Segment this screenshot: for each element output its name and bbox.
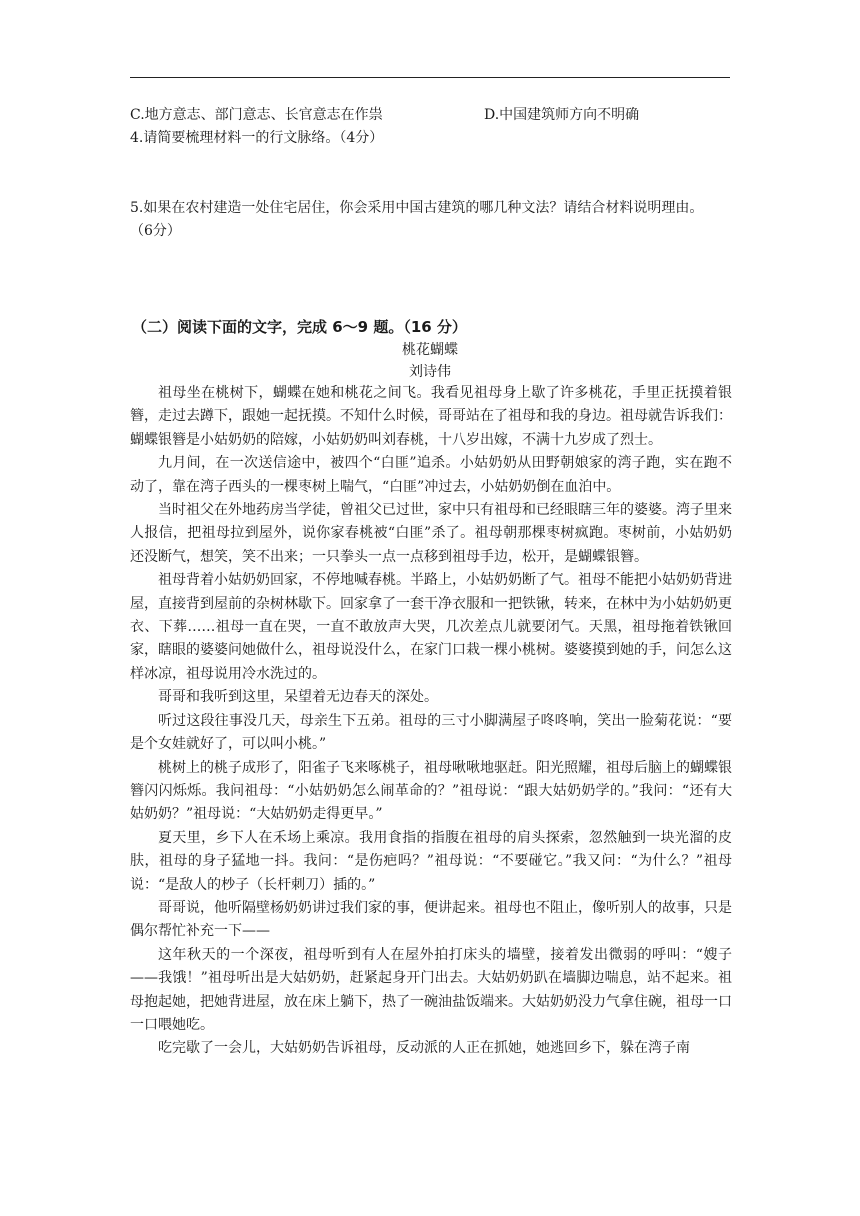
option-c: C.地方意志、部门意志、长官意志在作祟 — [130, 107, 383, 123]
section-heading: （二）阅读下面的文字，完成 6～9 题。（16 分） — [132, 318, 467, 336]
paragraph: 祖母坐在桃树下，蝴蝶在她和桃花之间飞。我看见祖母身上歇了许多桃花，手里正抚摸着银簪，走过去蹲下，跟她一起抚摸。不知什么时候，哥哥站在了祖母和我的身边。祖母就告诉我们：蝴蝶银簪是小姑奶奶的陪嫁，小姑奶奶叫刘春桃，十八岁出嫁，不满十九岁成了烈士。 — [130, 385, 732, 448]
paragraph: 这年秋天的一个深夜，祖母听到有人在屋外拍打床头的墙壁，接着发出微弱的呼叫：“嫂子——我饿！”祖母听出是大姑奶奶，赶紧起身开门出去。大姑奶奶趴在墙脚边喘息，站不起来。祖母抱起她，把她背进屋，放在床上躺下，热了一碗油盐饭端来。大姑奶奶没力气拿住碗，祖母一口一口喂她吃。 — [130, 946, 732, 1033]
story-body — [130, 382, 732, 1061]
paragraph: 桃树上的桃子成形了，阳雀子飞来啄桃子，祖母啾啾地驱赶。阳光照耀，祖母后脑上的蝴蝶银簪闪闪烁烁。我问祖母：“小姑奶奶怎么闹革命的？”祖母说：“跟大姑奶奶学的。”我问：“还有大姑奶奶？”祖母说：“大姑奶奶走得更早。” — [130, 759, 732, 823]
question-4: 4.请简要梳理材料一的行文脉络。（4分） — [130, 130, 384, 146]
paragraph: 听过这段往事没几天，母亲生下五弟。祖母的三寸小脚满屋子咚咚响，笑出一脸菊花说：“要是个女娃就好了，可以叫小桃。” — [130, 712, 732, 753]
paragraph: 当时祖父在外地药房当学徒，曾祖父已过世，家中只有祖母和已经眼瞎三年的婆婆。湾子里来人报信，把祖母拉到屋外，说你家春桃被“白匪”杀了。祖母朝那棵枣树疯跑。枣树前，小姑奶奶还没断气，想笑，笑不出来；一只拳头一点一点移到祖母手边，松开，是蝴蝶银簪。 — [130, 502, 732, 565]
paragraph: 夏天里，乡下人在禾场上乘凉。我用食指的指腹在祖母的肩头探索，忽然触到一块光溜的皮肤，祖母的身子猛地一抖。我问：“是伤疤吗？”祖母说：“不要碰它。”我又问：“为什么？”祖母说：“是敌人的杪子（长杆刺刀）插的。” — [130, 829, 732, 893]
paragraph: 九月间，在一次送信途中，被四个“白匪”追杀。小姑奶奶从田野朝娘家的湾子跑，实在跑不动了，靠在湾子西头的一棵枣树上喘气，“白匪”冲过去，小姑奶奶倒在血泊中。 — [130, 455, 732, 495]
paragraph: 祖母背着小姑奶奶回家，不停地喊春桃。半路上，小姑奶奶断了气。祖母不能把小姑奶奶背进屋，直接背到屋前的杂树林歇下。回家拿了一套干净衣服和一把铁锹，转来，在林中为小姑奶奶更衣、下葬……祖母一直在哭，一直不敢放声大哭，几次差点儿就要闭气。天黑，祖母拖着铁锹回家，瞎眼的婆婆问她做什么，祖母说没什么，在家门口栽一棵小桃树。婆婆摸到她的手，问怎么这样冰凉，祖母说用冷水洗过的。 — [130, 572, 732, 682]
story-title: 桃花蝴蝶 — [402, 342, 458, 358]
paragraph: 哥哥和我听到这里，呆望着无边春天的深处。 — [158, 689, 438, 706]
question-5-points: （6分） — [130, 223, 181, 239]
question-5: 5.如果在农村建造一处住宅居住，你会采用中国古建筑的哪几种文法？请结合材料说明理由。 — [130, 200, 704, 216]
option-d: D.中国建筑师方向不明确 — [484, 107, 640, 123]
paragraph: 哥哥说，他听隔壁杨奶奶讲过我们家的事，便讲起来。祖母也不阻止，像听别人的故事，只是偶尔帮忙补充一下—— — [130, 899, 732, 940]
paragraph: 吃完歇了一会儿，大姑奶奶告诉祖母，反动派的人正在抓她，她逃回乡下，躲在湾子南 — [158, 1040, 690, 1057]
story-author: 刘诗伟 — [409, 364, 451, 380]
header-rule — [130, 77, 730, 78]
